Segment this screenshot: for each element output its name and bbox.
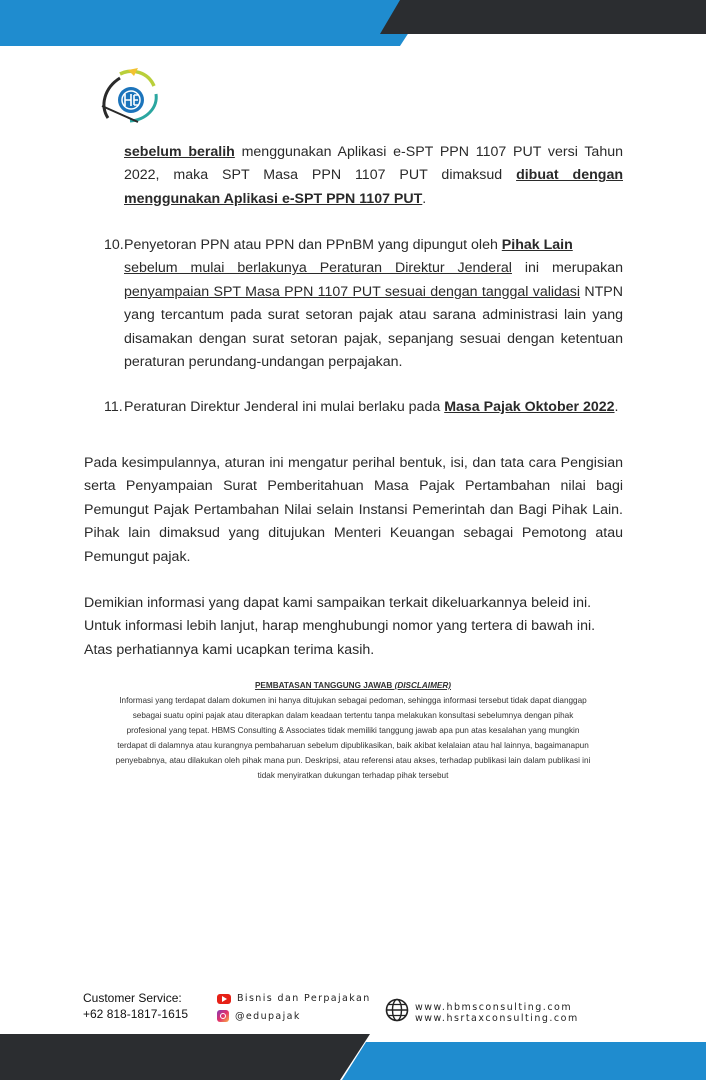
body-text: . — [614, 399, 619, 415]
company-logo — [98, 66, 162, 126]
customer-service — [83, 990, 188, 1022]
continuation-paragraph — [124, 141, 623, 211]
header-band — [0, 0, 706, 46]
list-number: 11. — [104, 399, 123, 415]
website-link[interactable]: www.hsrtaxconsulting.com — [415, 1012, 579, 1024]
body-text: menggunakan Aplikasi e-SPT PPN 1107 PUT versi Tahun 2022, maka SPT Masa PPN 1107 PUT dimaksud — [124, 144, 623, 184]
disclaimer-title-text: PEMBATASAN TANGGUNG JAWAB — [254, 681, 395, 690]
instagram-icon — [217, 1010, 229, 1022]
underlined-text: sebelum mulai berlakunya Peraturan Direktur Jenderal — [124, 260, 512, 277]
closing-paragraph: Demikian informasi yang dapat kami sampaikan terkait dikeluarkannya beleid ini. Untuk informasi lebih lanjut, harap menghubungi nomor yang tertera di bawah ini. Atas perhatiannya kami ucapkan terima kasih. — [84, 595, 596, 658]
emphasis-text: Masa Pajak Oktober 2022 — [444, 399, 615, 415]
list-text — [124, 234, 623, 374]
conclusion-paragraph: Pada kesimpulannya, aturan ini mengatur perihal bentuk, isi, dan tata cara Pengisian serta Penyampaian Surat Pemberitahuan Masa Pajak Pertambahan nilai bagi Pemungut Pajak Pertambahan Nilai selain Instansi Pemerintah dan Bagi Pihak Lain. Pihak lain dimaksud yang ditujukan Menteri Keuangan sebagai Pemotong atau Pemungut pajak. — [84, 455, 623, 565]
disclaimer-title-italic: (DISCLAIMER) — [394, 681, 452, 690]
body-text: ini merupakan — [511, 260, 623, 277]
body-text: NTPN yang tercantum pada surat setoran pajak atau sarana administrasi lain yang disamakan dengan surat setoran pajak, sepanjang sesuai dengan ketentuan peraturan perundang-undangan perpajakan. — [124, 283, 623, 371]
disclaimer-line: Informasi yang terdapat dalam dokumen ini hanya ditujukan sebagai pedoman, sehingga informasi tersebut tidak dapat dianggap — [119, 696, 587, 705]
list-number: 10. — [104, 237, 124, 253]
disclaimer-line: terdapat di dalamnya atau kurangnya pembaharuan sebelum dipublikasikan, baik akibat kelalaian atau hal lainnya, bagaimanapun — [117, 741, 589, 750]
emphasis-text: Pihak Lain — [501, 237, 573, 253]
disclaimer-line: penyebabnya, atau dilakukan oleh pihak mana pun. Deskripsi, atau referensi atau akses, terhadap publikasi lain dalam publikasi ini — [115, 756, 591, 765]
youtube-icon — [217, 994, 231, 1004]
customer-service-phone[interactable]: +62 818-1817-1615 — [83, 1007, 189, 1021]
globe-icon — [385, 998, 409, 1027]
body-text: Peraturan Direktur Jenderal ini mulai berlaku pada — [124, 399, 445, 415]
body-text: . — [422, 190, 427, 207]
website-links — [385, 998, 579, 1027]
emphasis-text: sebelum beralih — [124, 144, 235, 160]
disclaimer-title — [80, 678, 626, 693]
disclaimer-line: tidak menyiratkan dukungan terhadap pihak tersebut — [257, 771, 449, 780]
list-text — [124, 396, 623, 419]
instagram-handle: @edupajak — [235, 1010, 301, 1022]
underlined-text: penyampaian SPT Masa PPN 1107 PUT sesuai dengan tanggal validasi — [124, 283, 581, 300]
disclaimer-line: sebagai suatu opini pajak atau diterapkan dalam keadaan tertentu tanpa melakukan konsultasi sebelumnya dengan pihak — [132, 711, 574, 720]
footer — [0, 990, 706, 1030]
disclaimer — [80, 678, 626, 783]
instagram-link[interactable] — [217, 1010, 301, 1022]
list-item — [84, 234, 623, 374]
customer-service-label: Customer Service: — [83, 991, 182, 1005]
website-link[interactable]: www.hbmsconsulting.com — [415, 1001, 573, 1013]
body-text: Penyetoran PPN atau PPN dan PPnBM yang dipungut oleh — [124, 237, 502, 253]
disclaimer-line: profesional yang tepat. HBMS Consulting & Associates tidak memiliki tanggung jawab apa pun atas kesalahan yang mungkin — [126, 726, 580, 735]
footer-band — [0, 1034, 706, 1080]
emphasis-text: dibuat dengan menggunakan Aplikasi e-SPT PPN 1107 PUT — [124, 167, 623, 207]
youtube-link[interactable] — [217, 993, 371, 1004]
youtube-channel: Bisnis dan Perpajakan — [237, 993, 371, 1004]
list-item — [84, 396, 623, 419]
